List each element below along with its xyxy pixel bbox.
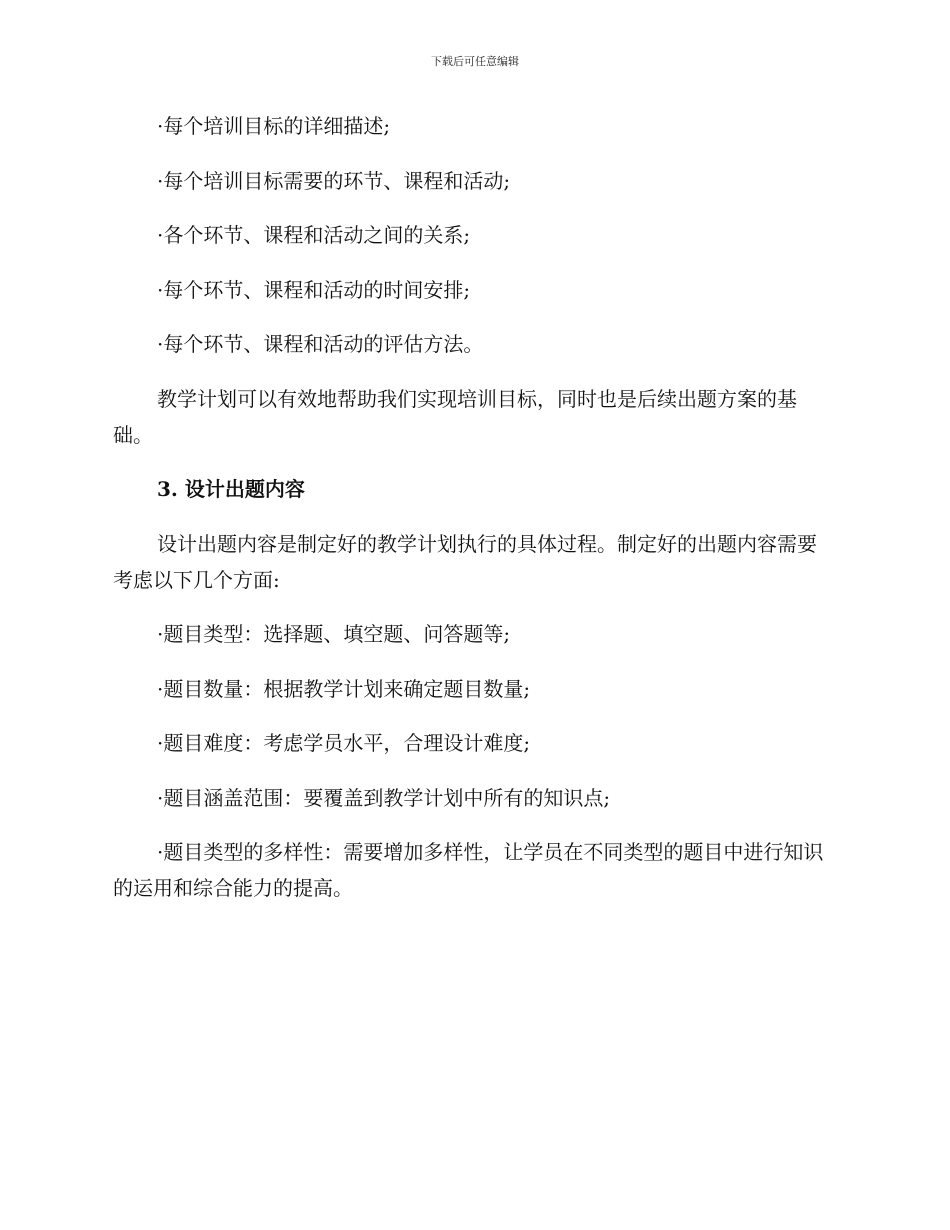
list-item: ·题目类型的多样性：需要增加多样性，让学员在不同类型的题目中进行知识的运用和综合能力的提高。 bbox=[113, 840, 824, 900]
list-item: ·每个环节、课程和活动的时间安排; bbox=[157, 277, 471, 302]
list-item: ·题目类型：选择题、填空题、问答题等; bbox=[157, 622, 511, 646]
list-item: ·题目数量：根据教学计划来确定题目数量; bbox=[157, 676, 531, 701]
list-item: ·每个培训目标的详细描述; bbox=[157, 114, 391, 138]
list-item: ·各个环节、课程和活动之间的关系; bbox=[157, 223, 471, 247]
list-item: ·题目难度：考虑学员水平，合理设计难度; bbox=[157, 731, 531, 755]
list-item: ·题目涵盖范围：要覆盖到教学计划中所有的知识点; bbox=[157, 785, 611, 810]
paragraph-design-content: 设计出题内容是制定好的教学计划执行的具体过程。制定好的出题内容需要考虑以下几个方面: bbox=[113, 531, 817, 592]
paragraph-teaching-plan: 教学计划可以有效地帮助我们实现培训目标，同时也是后续出题方案的基础。 bbox=[113, 386, 797, 447]
list-item: ·每个培训目标需要的环节、课程和活动; bbox=[157, 168, 511, 193]
document-body bbox=[113, 108, 833, 925]
list-item: ·每个环节、课程和活动的评估方法。 bbox=[157, 332, 484, 356]
section-heading: 3. 设计出题内容 bbox=[157, 477, 305, 501]
page-header: 下载后可任意编辑 bbox=[431, 55, 519, 68]
